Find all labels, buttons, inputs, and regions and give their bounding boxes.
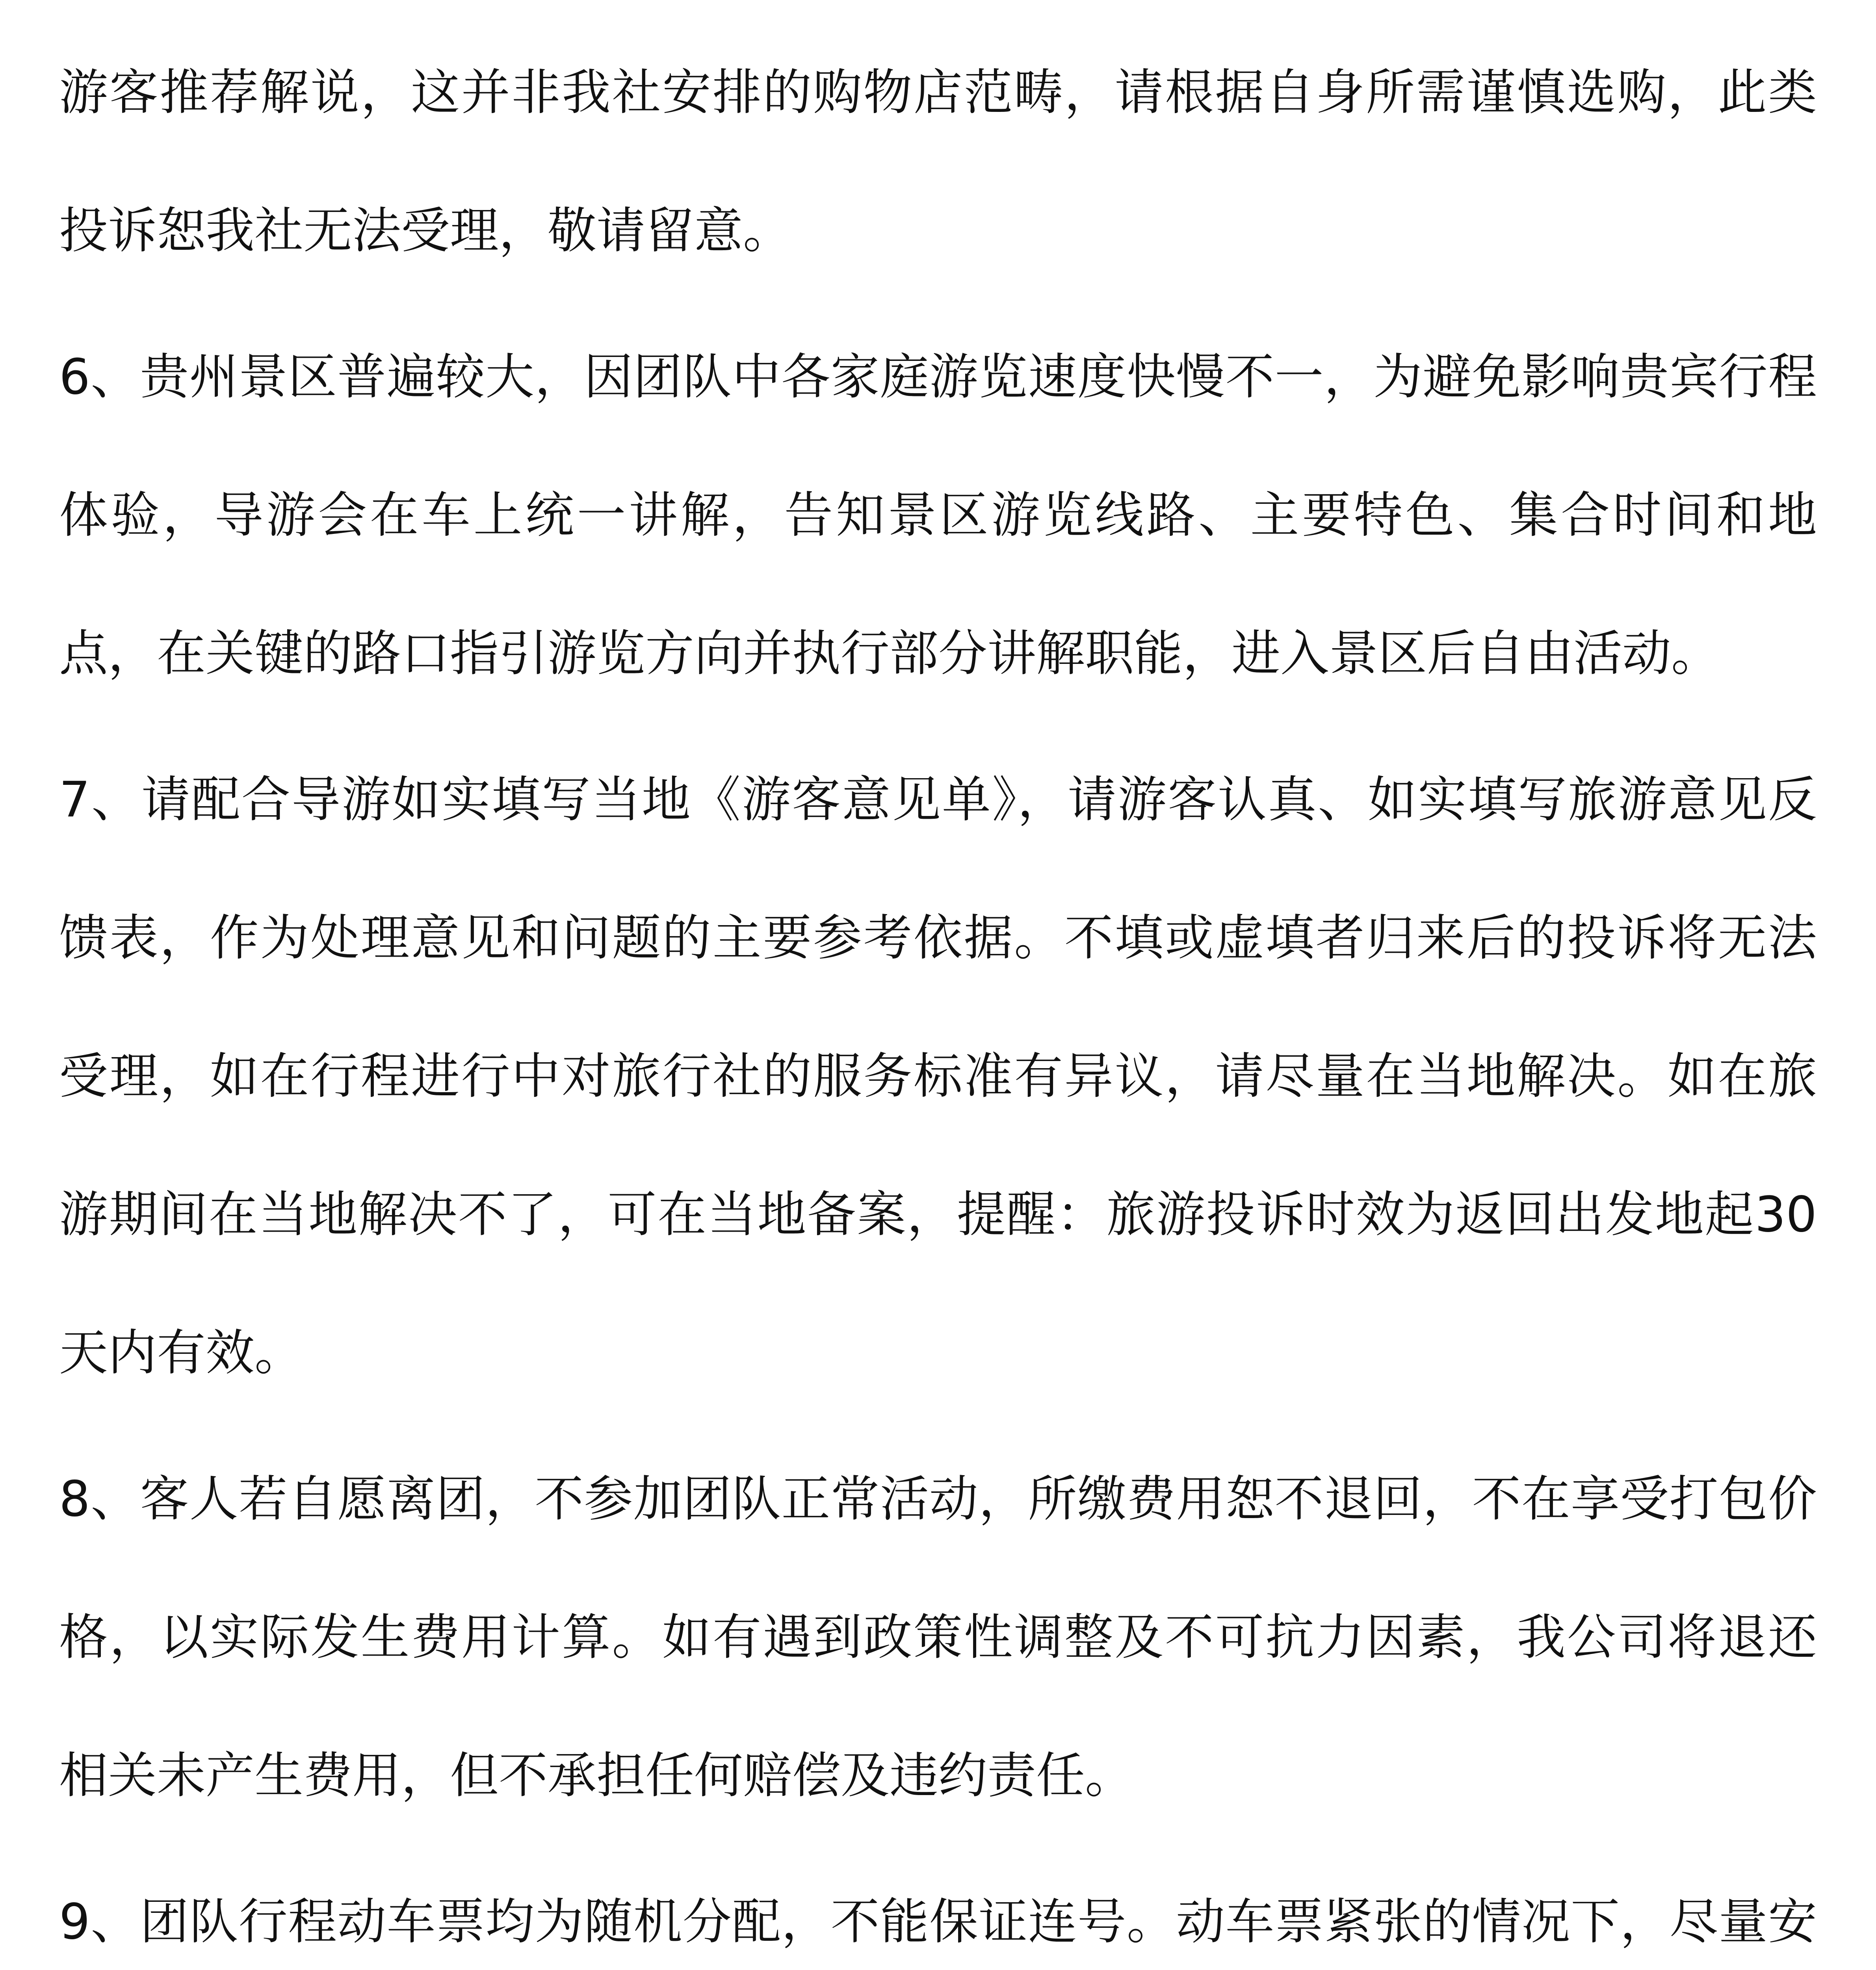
paragraph-item-9: 9、团队行程动车票均为随机分配，不能保证连号。动车票紧张的情况下，尽量安	[59, 1894, 1817, 1950]
paragraph-item-7: 7、请配合导游如实填写当地《游客意见单》，请游客认真、如实填写旅游意见反馈表，作为处理意见和问题的主要参考依据。不填或虚填者归来后的投诉将无法受理，如在行程进行中对旅行社的服务标准有异议，请尽量在当地解决。如在旅游期间在当地解决不了，可在当地备案，提醒：旅游投诉时效为返回出发地起30 天内有效。	[59, 771, 1817, 1381]
paragraph-continuation: 游客推荐解说，这并非我社安排的购物店范畴，请根据自身所需谨慎选购，此类投诉恕我社无法受理，敬请留意。	[59, 64, 1817, 259]
paragraph-item-8: 8、客人若自愿离团，不参加团队正常活动，所缴费用恕不退回，不在享受打包价格，以实际发生费用计算。如有遇到政策性调整及不可抗力因素，我公司将退还相关未产生费用，但不承担任何赔偿及违约责任。	[59, 1471, 1817, 1804]
paragraph-item-6: 6、贵州景区普遍较大，因团队中各家庭游览速度快慢不一，为避免影响贵宾行程体验，导游会在车上统一讲解，告知景区游览线路、主要特色、集合时间和地点，在关键的路口指引游览方向并执行部分讲解职能，进入景区后自由活动。	[59, 349, 1817, 682]
document-body	[59, 24, 1817, 1970]
